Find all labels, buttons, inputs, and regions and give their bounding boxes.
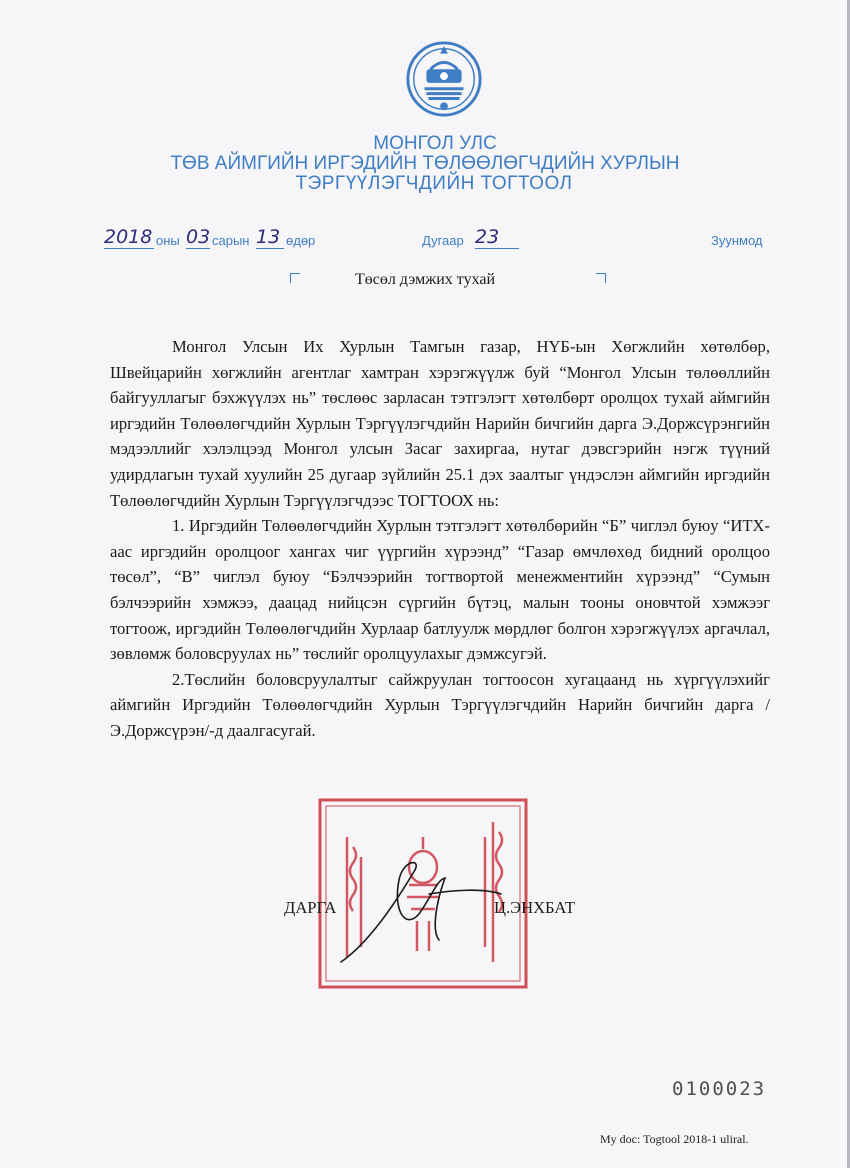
resolution-item-2: 2.Төслийн боловсруулалтыг сайжруулан тогтоосон хугацаанд нь хүргүүлэхийг аймгийн Иргэдийн Төлөөлөгчдийн Хурлын Тэргүүлэгчдийн Нарийн бичгийн дарга /Э.Доржсүрэн/-д даалгасугай. (110, 669, 770, 740)
document-header (0, 134, 850, 194)
date-day-label: өдөр (286, 233, 316, 248)
place-name: Зуунмод (711, 233, 763, 248)
header-line-organization: ТӨВ АЙМГИЙН ИРГЭДИЙН ТӨЛӨӨЛӨГЧДИЙН ХУРЛЫН (170, 153, 680, 174)
handwritten-signature (333, 850, 503, 970)
date-month-label: сарын (212, 233, 250, 248)
signatory-name: Ц.ЭНХБАТ (494, 898, 576, 917)
resolution-body (110, 334, 770, 744)
date-day: 13 (256, 226, 284, 249)
body-intro-paragraph: Монгол Улсын Их Хурлын Тамгын газар, НҮБ-ын Хөгжлийн хөтөлбөр, Швейцарийн хөгжлийн агентлаг хамтран хэрэгжүүлж буй “Монгол Улсын төлөөллийн байгууллагыг бэхжүүлэх нь” төслөөс зарласан тэтгэлэгт хөтөлбөрт оролцох тухай аймгийн иргэдийн Төлөөлөгчдийн Хурлын Тэргүүлэгчдийн Нарийн бичгийн дарга Э.Доржсүрэнгийн мэдээллийг хэлэлцээд Монгол улсын Засаг захиргаа, нутаг дэвсгэрийн нэгж түүний удирдлагын тухай хуулийн 25 дугаар зүйлийн 25.1 дэх заалтыг үндэслэн аймгийн иргэдийн Төлөөлөгчдийн Хурлын Тэргүүлэгчдээс ТОГТООХ нь: (110, 337, 770, 510)
signatory-title: ДАРГА (284, 898, 337, 917)
date-year-label: оны (156, 233, 180, 248)
header-line-country: МОНГОЛ УЛС (373, 133, 497, 154)
state-emblem-icon (405, 40, 483, 118)
date-month: 03 (186, 226, 211, 248)
date-year: 2018 (104, 226, 153, 248)
date-line (0, 228, 850, 254)
registration-number: 0100023 (672, 1078, 767, 1100)
resolution-item-1: 1. Иргэдийн Төлөөлөгчдийн Хурлын тэтгэлэгт хөтөлбөрийн “Б” чиглэл буюу “ИТХ-аас иргэдийн оролцоог хангах чиг үүргийн хүрээнд” “Газар өмчлөхөд бидний оролцоо төсөл”, “В” чиглэл буюу “Бэлчээрийн тогтвортой менежментийн хүрээнд” “Сумын бэлчээрийн хэмжээ, даацад нийцсэн сүргийн бүтэц, малын тооны оновчтой хэмжээг тогтоож, иргэдийн Төлөөлөгчдийн Хурлаар батлуулж мөрдлөг болгон хэрэгжүүлэх аргачлал, зөвлөмж боловсруулах нь” төслийг оролцуулахыг дэмжсугэй. (110, 516, 770, 664)
header-line-doc-type: ТЭРГҮҮЛЭГЧДИЙН ТОГТООЛ (295, 173, 573, 194)
document-number: 23 (475, 226, 519, 249)
number-label: Дугаар (422, 233, 464, 248)
footer-note: My doc: Togtool 2018-1 uliral. (600, 1132, 749, 1146)
subject-title: Төсөл дэмжих тухай (354, 271, 496, 288)
